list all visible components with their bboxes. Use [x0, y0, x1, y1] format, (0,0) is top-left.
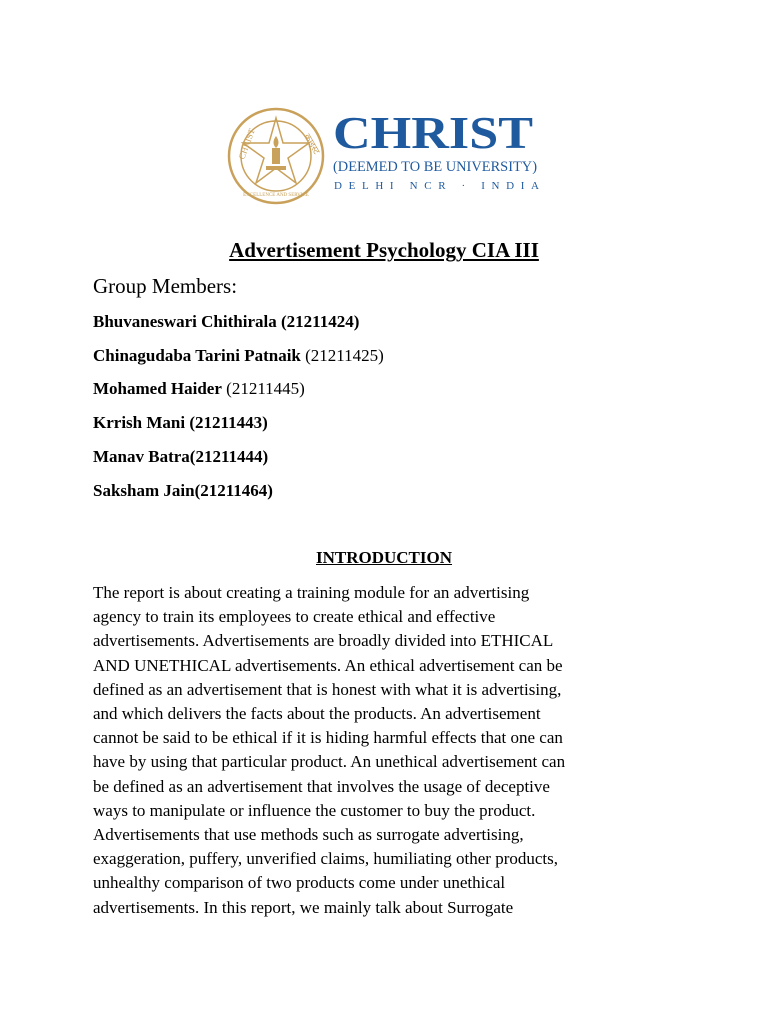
- member-row: [93, 345, 384, 367]
- section-heading-introduction: INTRODUCTION: [315, 548, 453, 567]
- paragraph-line: defined as an advertisement that is honest with what it is advertising,: [93, 679, 562, 699]
- brand-wordmark: CHRIST: [333, 107, 533, 158]
- member-name: Mohamed Haider: [93, 379, 222, 398]
- paragraph-line: have by using that particular product. An unethical advertisement can: [93, 752, 566, 772]
- member-id: (21211444): [189, 447, 269, 466]
- seal-text-left: CHRIST: [236, 127, 257, 161]
- members-heading: Group Members:: [93, 274, 238, 298]
- paragraph-line: advertisements. Advertisements are broadly divided into ETHICAL: [93, 631, 554, 651]
- brand-subtitle: (DEEMED TO BE UNIVERSITY): [333, 159, 538, 175]
- member-id: (21211425): [300, 346, 384, 365]
- member-row: [93, 480, 273, 502]
- seal-text-bottom: EXCELLENCE AND SERVICE: [243, 193, 309, 198]
- member-name: Saksham Jain: [93, 481, 195, 500]
- university-seal: [229, 109, 323, 203]
- paragraph-line: Advertisements that use methods such as surrogate advertising,: [93, 825, 524, 845]
- university-logo: [226, 88, 544, 218]
- member-id: (21211424): [276, 312, 360, 331]
- paragraph-line: The report is about creating a training module for an advertising: [93, 583, 530, 602]
- paragraph-line: be defined as an advertisement that involves the usage of deceptive: [93, 776, 550, 796]
- paragraph-line: advertisements. In this report, we mainly talk about Surrogate: [93, 897, 514, 917]
- paragraph-line: cannot be said to be ethical if it is hiding harmful effects that one can: [93, 728, 563, 748]
- seal-text-right: क्राइस्ट: [301, 132, 321, 157]
- member-id: (21211445): [221, 379, 305, 398]
- member-row: [93, 378, 305, 400]
- member-row: [93, 412, 268, 434]
- paragraph-line: and which delivers the facts about the products. An advertisement: [93, 704, 541, 724]
- member-name: Bhuvaneswari Chithirala: [93, 312, 277, 331]
- member-name: Krrish Mani: [93, 413, 186, 432]
- brand-location: DELHI NCR · INDIA: [334, 180, 539, 192]
- paragraph-line: exaggeration, puffery, unverified claims, humiliating other products,: [93, 849, 559, 869]
- document-title: Advertisement Psychology CIA III: [229, 238, 539, 262]
- member-row: [93, 446, 268, 468]
- university-logo-graphic: [226, 88, 544, 218]
- member-id: (21211464): [194, 481, 273, 500]
- paragraph-line: ways to manipulate or influence the customer to buy the product.: [93, 800, 536, 820]
- paragraph-line: AND UNETHICAL advertisements. An ethical advertisement can be: [93, 655, 563, 675]
- paragraph-line: agency to train its employees to create ethical and effective: [93, 607, 496, 627]
- paragraph-line: unhealthy comparison of two products come under unethical: [93, 873, 506, 893]
- member-id: (21211443): [185, 413, 268, 432]
- member-name: Manav Batra: [93, 447, 190, 466]
- member-row: [93, 311, 359, 333]
- member-name: Chinagudaba Tarini Patnaik: [93, 346, 301, 365]
- introduction-paragraph: [93, 581, 673, 920]
